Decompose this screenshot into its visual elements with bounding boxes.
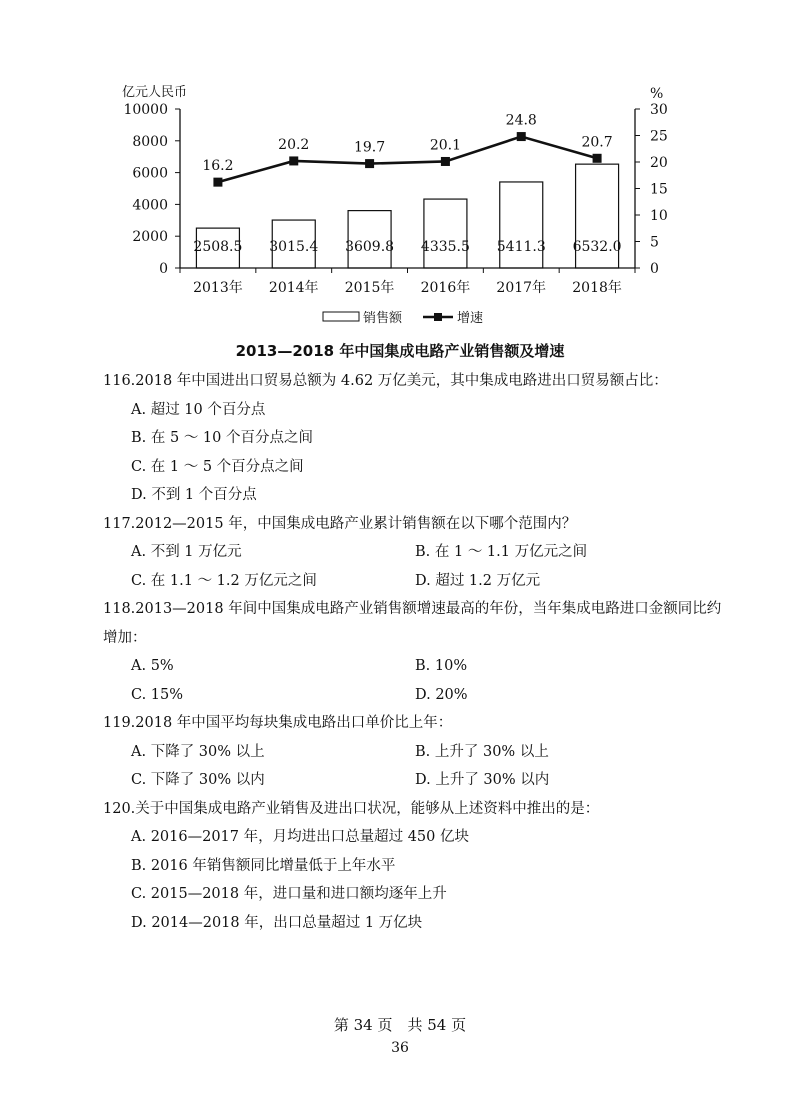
left-axis-tick-label: 6000 [132, 165, 168, 182]
question-119 [103, 709, 723, 795]
option-a: A. 不到 1 万亿元 [131, 544, 242, 560]
sales-bar-value-label: 3015.4 [269, 239, 319, 255]
left-axis-tick-label: 4000 [132, 197, 168, 214]
legend-line-label: 增速 [457, 311, 484, 326]
page-number: 36 [391, 1040, 409, 1056]
options-grid [103, 738, 723, 795]
options-grid [103, 538, 723, 595]
right-axis-tick-label: 25 [650, 128, 668, 145]
left-axis-tick-label: 10000 [123, 102, 168, 118]
sales-bar-value-label: 6532.0 [572, 239, 622, 255]
legend-bar-label: 销售额 [363, 311, 403, 326]
sales-bar [500, 182, 543, 268]
legend-line-marker [434, 313, 442, 321]
growth-rate-value-label: 16.2 [202, 158, 234, 175]
option-b: B. 在 5 ～ 10 个百分点之间 [131, 430, 313, 446]
x-axis-category-label: 2015年 [344, 280, 395, 296]
right-axis-unit-label: % [650, 86, 664, 102]
growth-rate-line [218, 137, 597, 183]
growth-rate-marker [365, 159, 374, 168]
chart-legend [323, 310, 483, 326]
x-axis-category-label: 2016年 [420, 280, 471, 296]
question-117 [103, 510, 723, 596]
option-a: A. 2016—2017 年，月均进出口总量超过 450 亿块 [131, 829, 469, 845]
x-axis-category-label: 2017年 [496, 280, 547, 296]
page-info: 第 34 页 共 54 页 [333, 1016, 467, 1034]
right-axis-tick-label: 30 [650, 102, 668, 118]
right-axis-tick-label: 15 [650, 181, 668, 198]
x-axis-category-label: 2013年 [193, 280, 243, 296]
growth-rate-marker [441, 157, 450, 166]
options-grid [103, 652, 723, 709]
growth-rate-value-label: 20.7 [581, 134, 613, 151]
option-c: C. 在 1 ～ 5 个百分点之间 [131, 458, 304, 475]
option-d: D. 超过 1.2 万亿元 [415, 572, 541, 589]
option-c: C. 15% [131, 686, 184, 703]
question-118 [103, 595, 723, 709]
growth-rate-value-label: 20.1 [429, 137, 462, 154]
option-c: C. 2015—2018 年，进口量和进口额均逐年上升 [131, 886, 447, 902]
chart-title: 2013—2018 年中国集成电路产业销售额及增速 [235, 342, 565, 360]
sales-bar-value-label: 4335.5 [420, 239, 470, 255]
question-120 [103, 795, 723, 938]
sales-bar-value-label: 5411.3 [496, 239, 546, 255]
legend-bar-swatch [323, 312, 359, 321]
growth-rate-marker [213, 178, 222, 187]
growth-rate-marker [593, 154, 602, 163]
growth-rate-value-label: 20.2 [278, 136, 310, 153]
option-b: B. 2016 年销售额同比增量低于上年水平 [131, 857, 396, 874]
question-116 [103, 367, 723, 510]
right-axis-tick-label: 20 [650, 155, 668, 171]
option-d: D. 不到 1 个百分点 [131, 487, 257, 503]
question-stem: 119.2018 年中国平均每块集成电路出口单价比上年： [103, 715, 453, 731]
question-stem: 118.2013—2018 年间中国集成电路产业销售额增速最高的年份，当年集成电路进口金额同比约增加： [103, 601, 722, 646]
left-axis-tick-label: 2000 [132, 229, 168, 246]
sales-growth-chart [0, 0, 800, 340]
right-axis-tick-label: 10 [650, 208, 668, 224]
question-stem: 120.关于中国集成电路产业销售及进出口状况，能够从上述资料中推出的是： [103, 800, 600, 817]
sales-bar-value-label: 2508.5 [193, 239, 243, 255]
question-stem: 117.2012—2015 年，中国集成电路产业累计销售额在以下哪个范围内？ [103, 515, 577, 532]
option-a: A. 超过 10 个百分点 [131, 401, 266, 418]
left-axis-unit-label: 亿元人民币 [122, 85, 188, 100]
growth-rate-marker [289, 156, 298, 165]
question-stem: 116.2018 年中国进出口贸易总额为 4.62 万亿美元，其中集成电路进出口贸易额占比： [103, 373, 668, 389]
growth-rate-value-label: 19.7 [353, 139, 386, 156]
option-b: B. 上升了 30% 以上 [415, 743, 549, 760]
option-a: A. 下降了 30% 以上 [131, 743, 265, 760]
right-axis-tick-label: 0 [650, 261, 659, 277]
option-c: C. 在 1.1 ～ 1.2 万亿元之间 [131, 572, 317, 589]
question-list [103, 367, 723, 937]
sales-bar-value-label: 3609.8 [345, 239, 395, 255]
option-b: B. 在 1 ～ 1.1 万亿元之间 [415, 544, 588, 560]
option-d: D. 2014—2018 年，出口总量超过 1 万亿块 [131, 914, 423, 931]
option-c: C. 下降了 30% 以内 [131, 772, 265, 788]
right-axis-tick-label: 5 [650, 234, 659, 251]
option-b: B. 10% [415, 658, 468, 674]
option-a: A. 5% [131, 658, 174, 674]
option-d: D. 上升了 30% 以内 [415, 772, 550, 788]
x-axis-category-label: 2014年 [268, 280, 319, 296]
option-d: D. 20% [415, 686, 468, 703]
sales-bar [424, 199, 467, 268]
left-axis-tick-label: 8000 [132, 133, 168, 150]
x-axis-category-label: 2018年 [572, 280, 622, 296]
growth-rate-marker [517, 132, 526, 141]
growth-rate-value-label: 24.8 [505, 112, 537, 129]
left-axis-tick-label: 0 [159, 261, 168, 277]
